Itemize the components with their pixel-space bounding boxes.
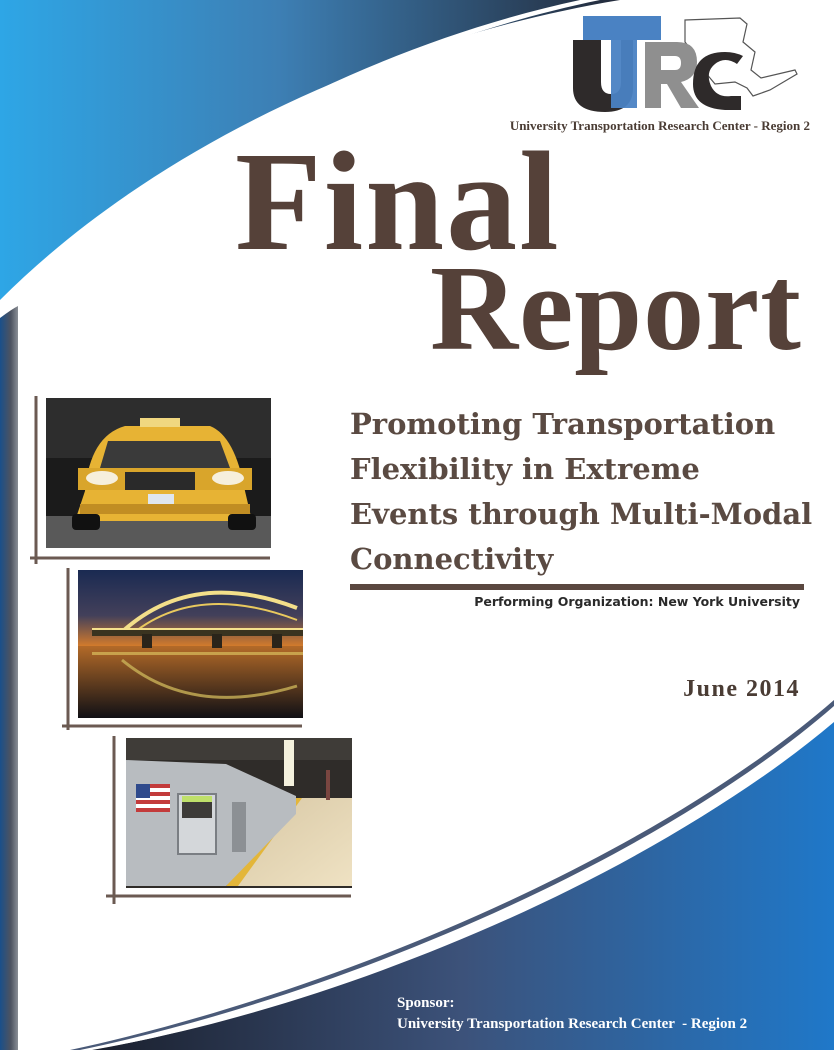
left-strip: [0, 306, 18, 1050]
sponsor-block: [397, 993, 747, 1035]
report-title-line: Promoting Transportation: [350, 407, 776, 441]
sponsor-name: University Transportation Research Center - Region 2: [397, 1016, 748, 1032]
organization-header: University Transportation Research Center - Region 2: [509, 118, 810, 133]
yellow-taxi-photo-icon: [30, 396, 275, 566]
title-divider: [350, 584, 804, 590]
cover-word-final: Final: [235, 122, 561, 280]
report-title: [350, 402, 820, 582]
sponsor-label: Sponsor:: [397, 995, 455, 1011]
report-title-line: Connectivity: [350, 542, 554, 576]
utrc-logo-icon: [565, 12, 810, 121]
bridge-at-night-photo-icon: [62, 568, 307, 733]
report-title-line: Events through Multi-Modal: [350, 497, 813, 531]
report-date: June 2014: [683, 676, 800, 702]
performing-organization: Performing Organization: New York University: [474, 594, 800, 609]
subway-station-photo-icon: [106, 736, 356, 908]
report-title-line: Flexibility in Extreme: [350, 452, 700, 486]
cover-word-report: Report: [430, 241, 802, 376]
